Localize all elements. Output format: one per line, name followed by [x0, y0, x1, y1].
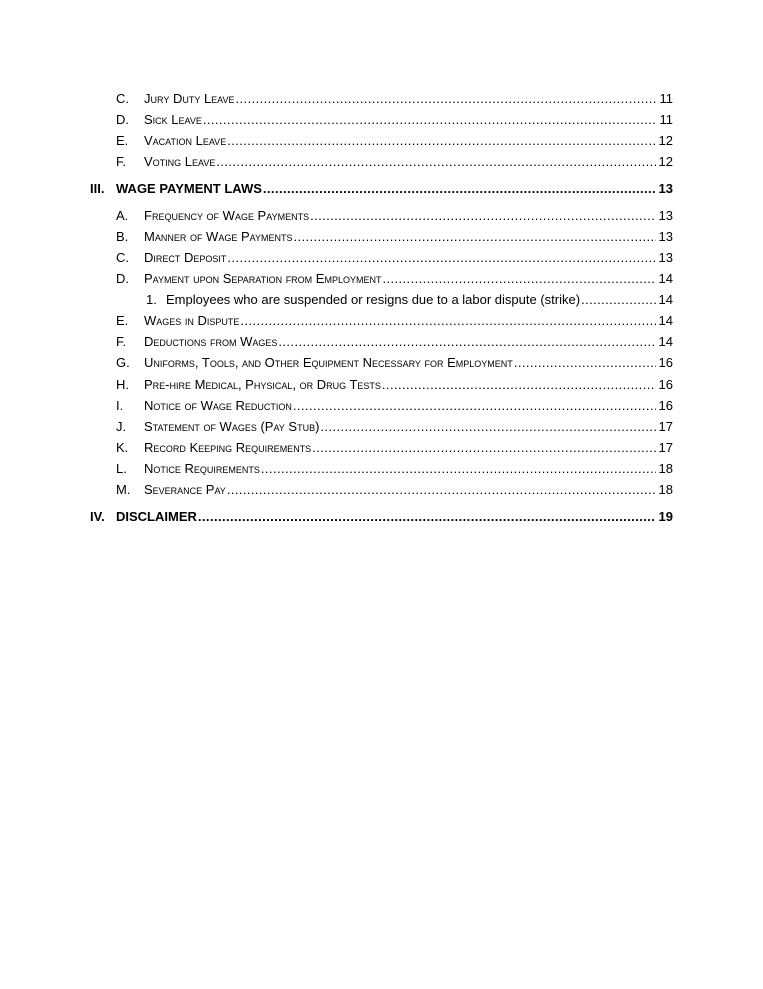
toc-entry-body: [166, 290, 673, 310]
toc-entry-number: L.: [116, 461, 127, 476]
toc-entry-number: III.: [90, 181, 105, 196]
toc-entry-page-number: 17: [658, 440, 673, 455]
toc-entry[interactable]: [0, 417, 763, 437]
dot-leader: [261, 459, 656, 479]
toc-entry[interactable]: [0, 375, 763, 395]
toc-entry-number: 1.: [146, 292, 157, 307]
toc-entry-body: [116, 179, 673, 199]
dot-leader: [293, 396, 656, 416]
toc-entry-title: Sick Leave: [144, 112, 202, 127]
dot-leader: [310, 206, 656, 226]
toc-entry-number: B.: [116, 229, 129, 244]
toc-entry-page-number: 12: [658, 154, 673, 169]
toc-entry-body: [144, 206, 673, 226]
toc-entry[interactable]: [0, 179, 763, 199]
toc-entry-body: [144, 375, 673, 395]
toc-entry-body: [144, 227, 673, 247]
toc-entry-number: F.: [116, 154, 127, 169]
toc-entry-number: M.: [116, 482, 131, 497]
toc-entry-body: [144, 353, 673, 373]
toc-entry-title: Severance Pay: [144, 482, 226, 497]
toc-entry-number: C.: [116, 250, 129, 265]
dot-leader: [278, 332, 656, 352]
toc-entry-number: E.: [116, 313, 129, 328]
dot-leader: [514, 353, 656, 373]
toc-entry-title: Payment upon Separation from Employment: [144, 271, 382, 286]
dot-leader: [203, 110, 656, 130]
toc-entry[interactable]: [0, 507, 763, 527]
toc-entry[interactable]: [0, 332, 763, 352]
toc-entry-title: Voting Leave: [144, 154, 216, 169]
toc-entry[interactable]: [0, 438, 763, 458]
toc-entry[interactable]: [0, 311, 763, 331]
toc-entry[interactable]: [0, 89, 763, 109]
toc-entry-number: D.: [116, 271, 129, 286]
toc-entry-number: A.: [116, 208, 129, 223]
toc-entry-title: Record Keeping Requirements: [144, 440, 312, 455]
dot-leader: [198, 507, 656, 527]
toc-entry-page-number: 13: [658, 250, 673, 265]
toc-entry-page-number: 17: [658, 419, 673, 434]
toc-entry-body: [116, 507, 673, 527]
toc-entry-body: [144, 311, 673, 331]
toc-entry[interactable]: [0, 353, 763, 373]
toc-entry-page-number: 14: [658, 271, 673, 286]
toc-entry-page-number: 11: [659, 91, 673, 106]
toc-entry-number: D.: [116, 112, 129, 127]
dot-leader: [227, 131, 656, 151]
toc-entry-body: [144, 417, 673, 437]
toc-entry-page-number: 11: [659, 112, 673, 127]
toc-entry[interactable]: [0, 227, 763, 247]
toc-entry-body: [144, 248, 673, 268]
toc-entry-title: Vacation Leave: [144, 133, 227, 148]
toc-entry-number: K.: [116, 440, 129, 455]
toc-entry[interactable]: [0, 269, 763, 289]
toc-entry[interactable]: [0, 152, 763, 172]
toc-entry-title: Pre-hire Medical, Physical, or Drug Tests: [144, 377, 381, 392]
dot-leader: [227, 248, 656, 268]
toc-entry-number: C.: [116, 91, 129, 106]
toc-entry-page-number: 13: [658, 181, 673, 196]
toc-entry-body: [144, 332, 673, 352]
toc-entry-page-number: 19: [658, 509, 673, 524]
toc-entry-body: [144, 152, 673, 172]
toc-entry-title: Wages in Dispute: [144, 313, 240, 328]
toc-entry[interactable]: [0, 290, 763, 310]
dot-leader: [581, 290, 656, 310]
dot-leader: [320, 417, 656, 437]
toc-entry-title: Frequency of Wage Payments: [144, 208, 310, 223]
toc-entry-page-number: 18: [658, 461, 673, 476]
toc-entry-page-number: 12: [658, 133, 673, 148]
toc-entry-body: [144, 438, 673, 458]
toc-entry-page-number: 16: [658, 355, 673, 370]
toc-entry-body: [144, 396, 673, 416]
toc-entry-body: [144, 269, 673, 289]
toc-entry-title: Manner of Wage Payments: [144, 229, 293, 244]
toc-entry-page-number: 18: [658, 482, 673, 497]
dot-leader: [227, 480, 656, 500]
dot-leader: [236, 89, 656, 109]
dot-leader: [312, 438, 656, 458]
toc-entry-page-number: 16: [658, 377, 673, 392]
dot-leader: [240, 311, 656, 331]
toc-entry[interactable]: [0, 396, 763, 416]
toc-entry[interactable]: [0, 110, 763, 130]
dot-leader: [293, 227, 656, 247]
toc-entry-title: Deductions from Wages: [144, 334, 278, 349]
toc-entry-page-number: 13: [658, 229, 673, 244]
toc-entry-body: [144, 89, 673, 109]
toc-entry-title: Uniforms, Tools, and Other Equipment Necessary for Employment: [144, 355, 513, 370]
toc-entry-title: Direct Deposit: [144, 250, 227, 265]
toc-entry-number: IV.: [90, 509, 105, 524]
toc-entry-page-number: 13: [658, 208, 673, 223]
toc-entry-page-number: 14: [658, 334, 673, 349]
toc-entry-body: [144, 480, 673, 500]
toc-entry-page-number: 14: [658, 313, 673, 328]
toc-entry-title: Employees who are suspended or resigns due to a labor dispute (strike): [166, 292, 581, 307]
toc-entry-title: Jury Duty Leave: [144, 91, 235, 106]
dot-leader: [216, 152, 656, 172]
toc-entry-page-number: 14: [658, 292, 673, 307]
toc-entry-number: I.: [116, 398, 124, 413]
toc-entry[interactable]: [0, 248, 763, 268]
toc-entry-number: G.: [116, 355, 130, 370]
dot-leader: [382, 269, 656, 289]
toc-entry-body: [144, 110, 673, 130]
toc-entry[interactable]: [0, 459, 763, 479]
toc-entry-title: Notice of Wage Reduction: [144, 398, 292, 413]
toc-entry-number: J.: [116, 419, 127, 434]
toc-entry-title: Notice Requirements: [144, 461, 260, 476]
toc-entry-body: [144, 459, 673, 479]
toc-entry-title: DISCLAIMER: [116, 509, 197, 524]
dot-leader: [382, 375, 656, 395]
toc-entry-number: H.: [116, 377, 129, 392]
toc-entry-number: E.: [116, 133, 129, 148]
dot-leader: [263, 179, 656, 199]
toc-entry-body: [144, 131, 673, 151]
toc-entry-page-number: 16: [658, 398, 673, 413]
toc-entry-title: WAGE PAYMENT LAWS: [116, 181, 262, 196]
toc-entry-title: Statement of Wages (Pay Stub): [144, 419, 320, 434]
toc-entry[interactable]: [0, 480, 763, 500]
toc-entry[interactable]: [0, 131, 763, 151]
toc-entry[interactable]: [0, 206, 763, 226]
toc-entry-number: F.: [116, 334, 127, 349]
